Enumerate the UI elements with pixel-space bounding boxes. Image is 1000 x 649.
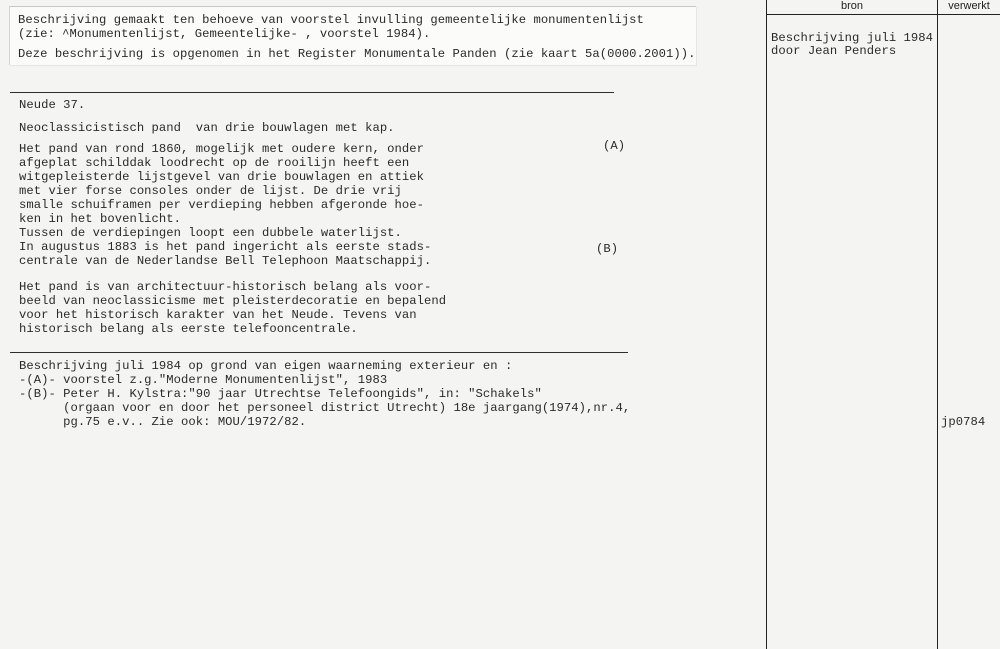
source-line: pg.75 e.v.. Zie ook: MOU/1972/82. — [19, 415, 307, 429]
paragraph-2-line: historisch belang als eerste telefooncentrale. — [19, 322, 358, 336]
column-header-verwerkt: verwerkt — [948, 0, 990, 12]
paragraph-1-line: afgeplat schilddak loodrecht op de rooilijn heeft een — [19, 156, 410, 170]
bron-line-1: Beschrijving juli 1984 — [771, 31, 934, 45]
header-line-1: Beschrijving gemaakt ten behoeve van voorstel invulling gemeentelijke monumentenlijst — [18, 13, 644, 27]
paragraph-1-line: ken in het bovenlicht. — [19, 212, 182, 226]
source-line: Beschrijving juli 1984 op grond van eigen waarneming exterieur en : — [19, 359, 513, 373]
column-divider-right — [937, 0, 938, 649]
header-line-2: (zie: ^Monumentenlijst, Gemeentelijke- , voorstel 1984). — [18, 27, 431, 41]
source-line: -(A)- voorstel z.g."Moderne Monumentenlijst", 1983 — [19, 373, 388, 387]
marker-a: (A) — [603, 139, 626, 153]
description-paragraph-2 — [19, 280, 446, 336]
paragraph-2-line: beeld van neoclassicisme met pleisterdecoratie en bepalend — [19, 294, 447, 308]
header-box — [9, 6, 696, 65]
marker-b: (B) — [596, 242, 619, 256]
description-paragraph-1 — [19, 142, 431, 268]
sources-block — [19, 359, 630, 429]
bron-line-2: door Jean Penders — [771, 44, 897, 58]
paragraph-1-line: met vier forse consoles onder de lijst. De drie vrij — [19, 184, 402, 198]
paragraph-2-line: Het pand is van architectuur-historisch belang als voor- — [19, 280, 432, 294]
paragraph-1-line: In augustus 1883 is het pand ingericht als eerste stads- — [19, 240, 432, 254]
source-line: -(B)- Peter H. Kylstra:"90 jaar Utrechtse Telefoongids", in: "Schakels" — [19, 387, 542, 401]
address: Neude 37. — [19, 98, 86, 112]
paragraph-2-line: voor het historisch karakter van het Neude. Tevens van — [19, 308, 417, 322]
column-divider-left — [766, 0, 767, 649]
column-header-bron: bron — [840, 0, 864, 12]
paragraph-1-line: Het pand van rond 1860, mogelijk met oudere kern, onder — [19, 142, 425, 156]
paragraph-1-line: centrale van de Nederlandse Bell Telephoon Maatschappij. — [19, 254, 432, 268]
source-line: (orgaan voor en door het personeel district Utrecht) 18e jaargang(1974),nr.4, — [19, 401, 631, 415]
section-rule-top — [10, 92, 614, 93]
verwerkt-code: jp0784 — [941, 415, 986, 429]
summary: Neoclassicistisch pand van drie bouwlagen met kap. — [19, 121, 395, 135]
paragraph-1-line: witgepleisterde lijstgevel van drie bouwlagen en attiek — [19, 170, 425, 184]
column-header-rule — [766, 14, 1000, 15]
paragraph-1-line: Tussen de verdiepingen loopt een dubbele waterlijst. — [19, 226, 402, 240]
paragraph-1-line: smalle schuiframen per verdieping hebben afgeronde hoe- — [19, 198, 425, 212]
section-rule-sources — [10, 352, 628, 353]
header-line-3: Deze beschrijving is opgenomen in het Register Monumentale Panden (zie kaart 5a(0000.2001)). — [18, 47, 696, 61]
